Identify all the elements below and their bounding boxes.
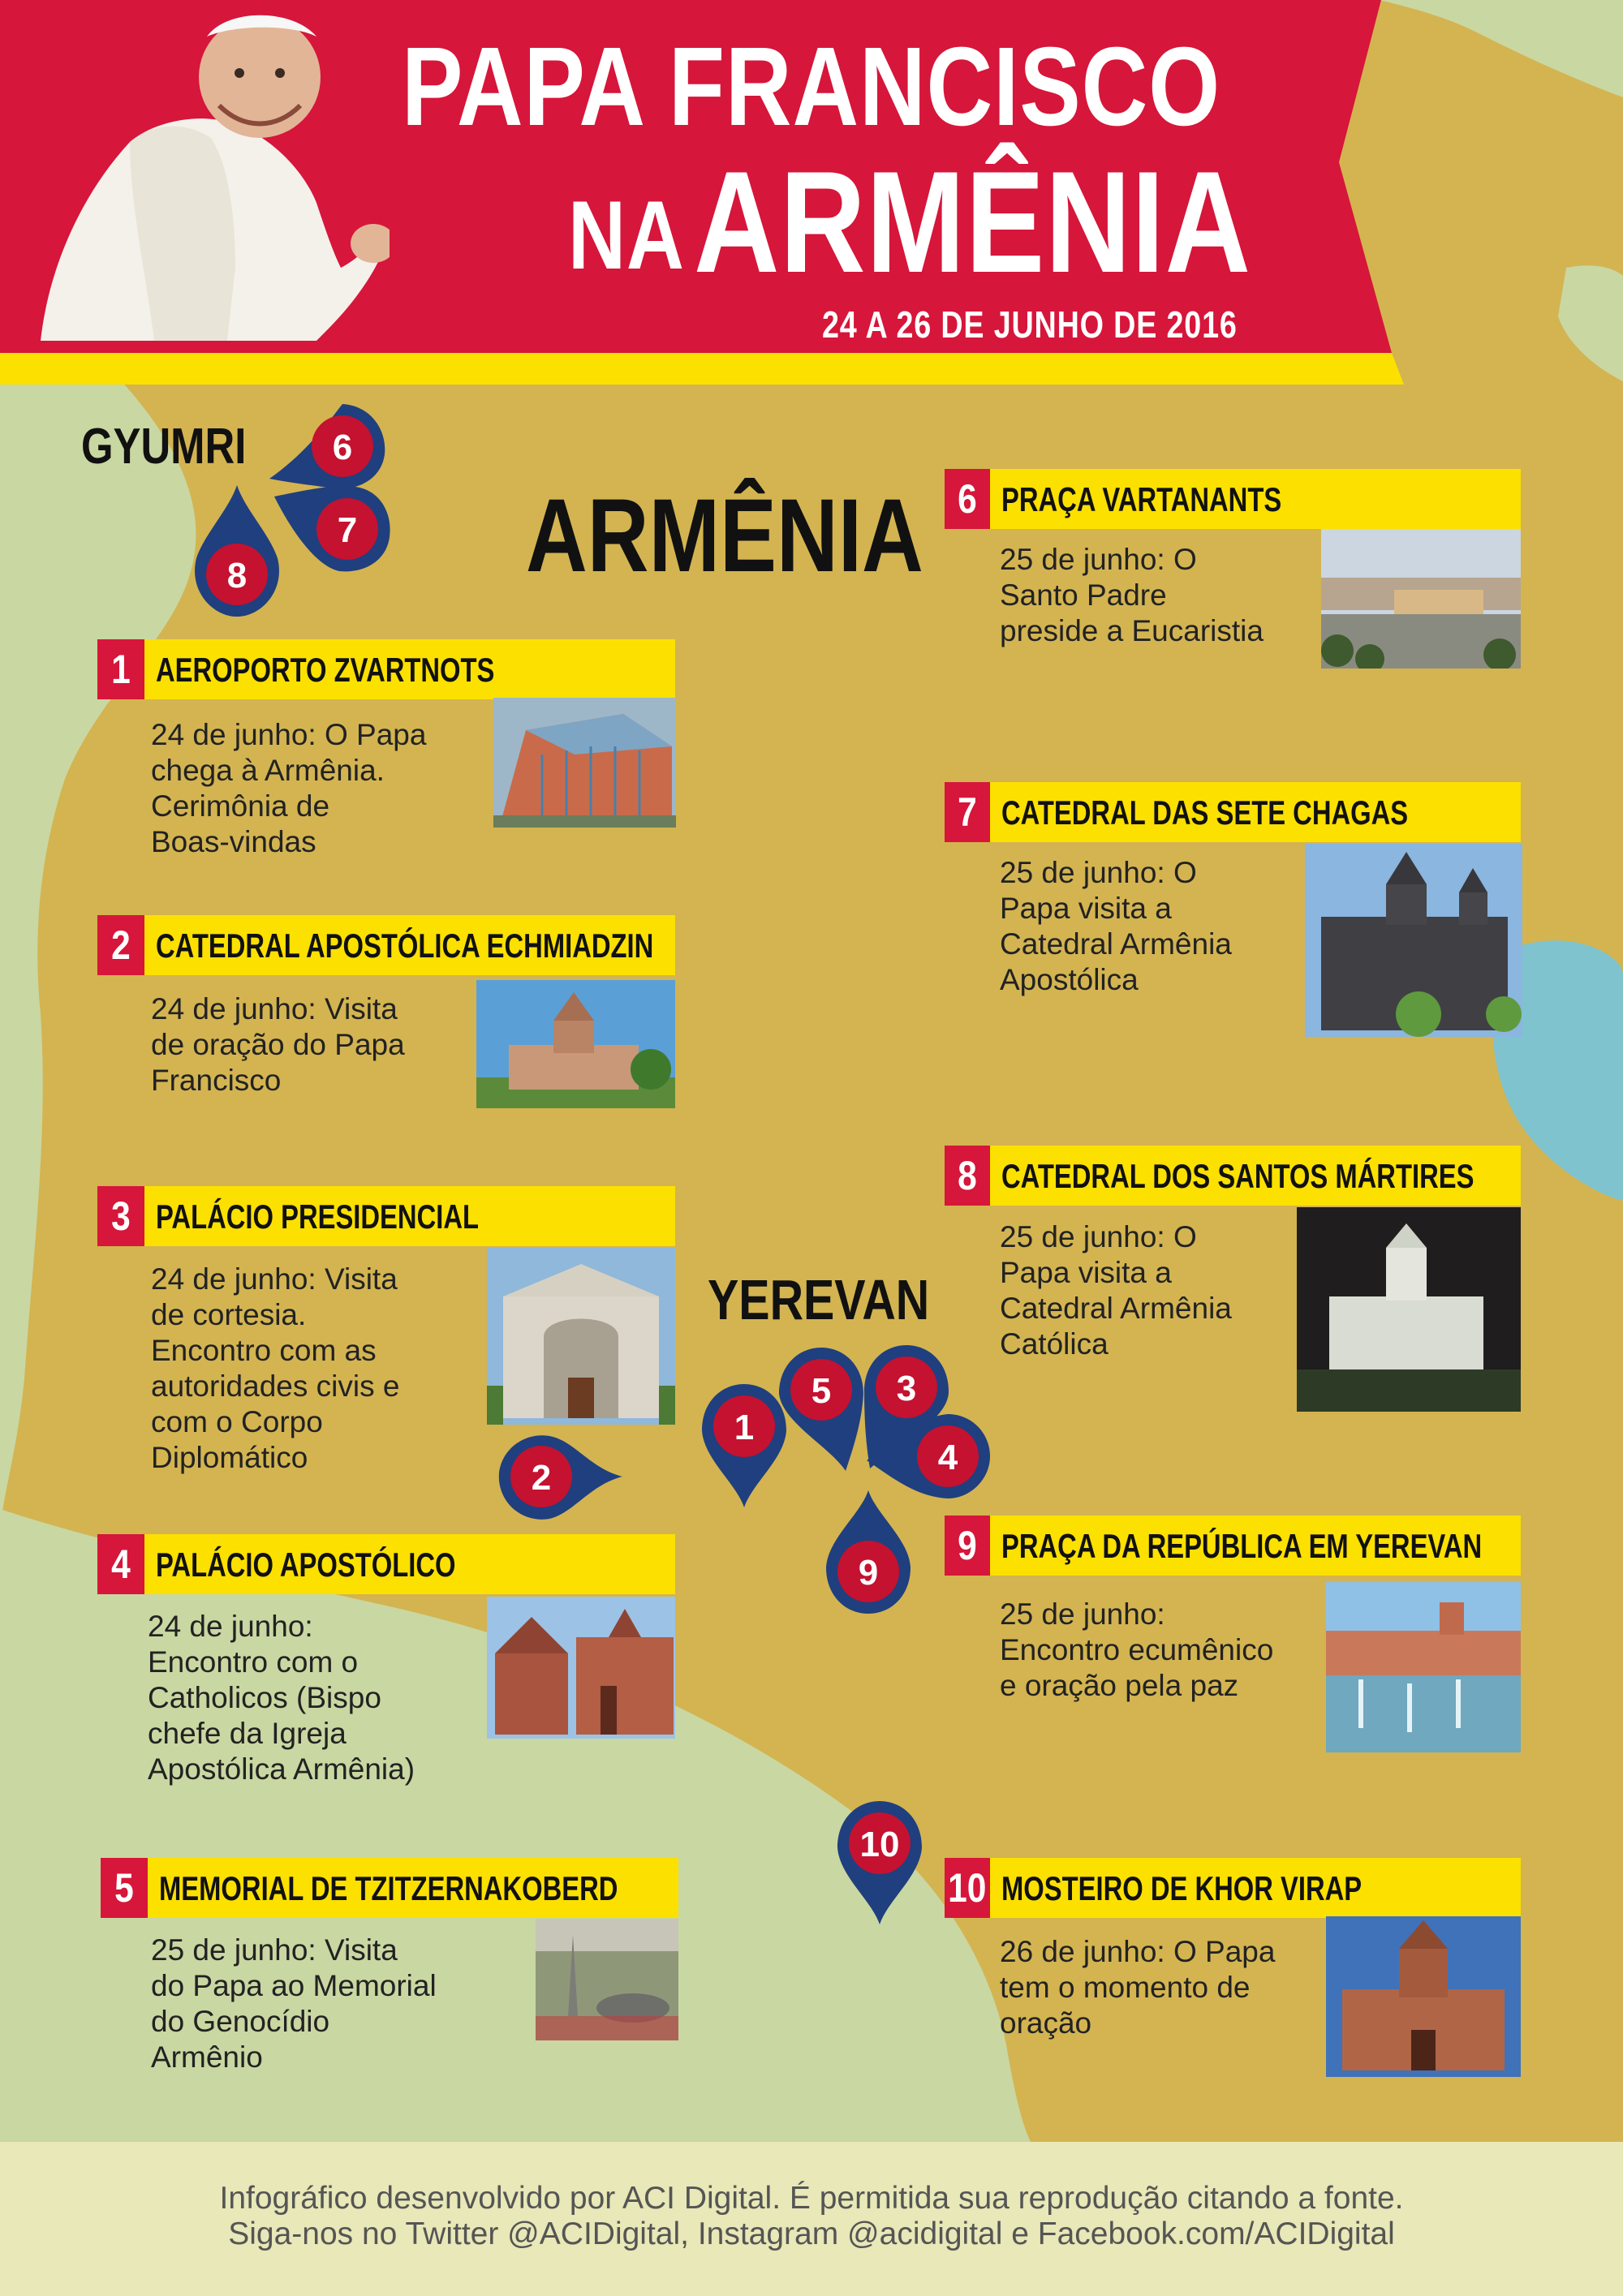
square-photo xyxy=(1321,529,1521,669)
monastery-photo xyxy=(1326,1916,1521,2077)
city-label-gyumri: GYUMRI xyxy=(81,419,247,475)
stop-title-bar xyxy=(945,469,1521,529)
pin-8[interactable] xyxy=(195,485,279,617)
stop-number: 6 xyxy=(945,469,990,529)
stop-title-bar xyxy=(945,1858,1521,1918)
stop-description: 24 de junho: Encontro com o Catholicos (Bispo chefe da Igreja Apostólica Armênia) xyxy=(148,1610,415,1786)
stop-description: 25 de junho: Encontro ecumênico e oração pela paz xyxy=(1000,1597,1274,1702)
stop-title: PALÁCIO PRESIDENCIAL xyxy=(156,1197,480,1236)
stop-title: MOSTEIRO DE KHOR VIRAP xyxy=(1001,1869,1363,1907)
stop-number: 3 xyxy=(97,1186,144,1246)
stop-description: 24 de junho: Visita de cortesia. Encontro com as autoridades civis e com o Corpo Diplomático xyxy=(151,1262,400,1474)
stop-number: 7 xyxy=(945,782,990,842)
stop-title: CATEDRAL APOSTÓLICA ECHMIADZIN xyxy=(156,927,654,965)
stop-title-bar xyxy=(97,639,675,699)
stop-description: 26 de junho: O Papa tem o momento de oração xyxy=(1000,1935,1276,2040)
stop-title: PRAÇA DA REPÚBLICA EM YEREVAN xyxy=(1001,1527,1483,1565)
stop-description: 25 de junho: O Santo Padre preside a Eucaristia xyxy=(1000,543,1264,647)
stop-title: PRAÇA VARTANANTS xyxy=(1001,480,1282,518)
cathedral-photo xyxy=(476,980,675,1108)
pin-6-label: 6 xyxy=(332,428,353,467)
page-title-armenia: ARMÊNIA xyxy=(694,141,1251,303)
stop-title-bar xyxy=(97,1186,675,1246)
pin-3-label: 3 xyxy=(896,1369,917,1408)
page-title-na: NA xyxy=(568,181,685,290)
stop-description: 25 de junho: O Papa visita a Catedral Armênia Católica xyxy=(1000,1220,1232,1361)
city-label-yerevan: YEREVAN xyxy=(708,1268,930,1331)
stop-title: MEMORIAL DE TZITZERNAKOBERD xyxy=(159,1869,618,1907)
page-title-line1: PAPA FRANCISCO xyxy=(402,24,1220,149)
stop-number: 9 xyxy=(945,1516,990,1576)
pin-1[interactable] xyxy=(702,1384,786,1507)
pin-5-label: 5 xyxy=(811,1371,832,1411)
palace-photo xyxy=(487,1248,675,1425)
pin-2[interactable] xyxy=(499,1435,622,1520)
stop-title: AEROPORTO ZVARTNOTS xyxy=(156,651,495,689)
stop-title-bar xyxy=(101,1858,678,1918)
stop-number: 5 xyxy=(101,1858,148,1918)
pin-8-label: 8 xyxy=(226,556,248,595)
stop-title-bar xyxy=(945,1146,1521,1206)
pin-1-label: 1 xyxy=(734,1408,755,1447)
stop-number: 4 xyxy=(97,1534,144,1594)
stop-title: PALÁCIO APOSTÓLICO xyxy=(156,1546,456,1584)
stop-number: 8 xyxy=(945,1146,990,1206)
church-photo xyxy=(487,1597,675,1739)
pin-10-label: 10 xyxy=(859,1825,900,1864)
stop-title-bar xyxy=(97,1534,675,1594)
stop-title-bar xyxy=(945,1516,1521,1576)
pin-6[interactable] xyxy=(269,404,385,488)
republic-square-photo xyxy=(1326,1582,1521,1752)
memorial-photo xyxy=(536,1919,678,2040)
pin-7[interactable] xyxy=(274,486,390,571)
stop-number: 10 xyxy=(945,1858,990,1918)
stop-number: 1 xyxy=(97,639,144,699)
stop-title-bar xyxy=(945,782,1521,842)
pin-4-label: 4 xyxy=(937,1438,958,1477)
pin-5[interactable] xyxy=(779,1348,863,1471)
stop-title-bar xyxy=(97,915,675,975)
stop-description: 24 de junho: Visita de oração do Papa Francisco xyxy=(151,992,405,1097)
night-church-photo xyxy=(1297,1207,1521,1412)
pin-9[interactable] xyxy=(826,1490,911,1614)
stop-description: 25 de junho: O Papa visita a Catedral Armênia Apostólica xyxy=(1000,856,1232,996)
pin-2-label: 2 xyxy=(531,1458,552,1498)
date-range: 24 A 26 DE JUNHO DE 2016 xyxy=(822,303,1238,346)
footer-credit: Infográfico desenvolvido por ACI Digital. É permitida sua reprodução citando a fonte. xyxy=(219,2181,1404,2216)
footer-social: Siga-nos no Twitter @ACIDigital, Instagram @acidigital e Facebook.com/ACIDigital xyxy=(228,2216,1395,2251)
pin-7-label: 7 xyxy=(337,510,358,550)
airport-photo xyxy=(493,698,676,828)
stop-description: 24 de junho: O Papa chega à Armênia. Cerimônia de Boas-vindas xyxy=(151,718,427,858)
country-label: ARMÊNIA xyxy=(526,478,923,594)
stop-number: 2 xyxy=(97,915,144,975)
stop-description: 25 de junho: Visita do Papa ao Memorial do Genocídio Armênio xyxy=(151,1933,437,2074)
dark-cathedral-photo xyxy=(1305,844,1522,1037)
stop-title: CATEDRAL DOS SANTOS MÁRTIRES xyxy=(1001,1157,1474,1195)
footer xyxy=(0,2142,1623,2296)
stop-title: CATEDRAL DAS SETE CHAGAS xyxy=(1001,793,1409,832)
pin-10[interactable] xyxy=(837,1801,922,1924)
pin-9-label: 9 xyxy=(858,1553,879,1593)
